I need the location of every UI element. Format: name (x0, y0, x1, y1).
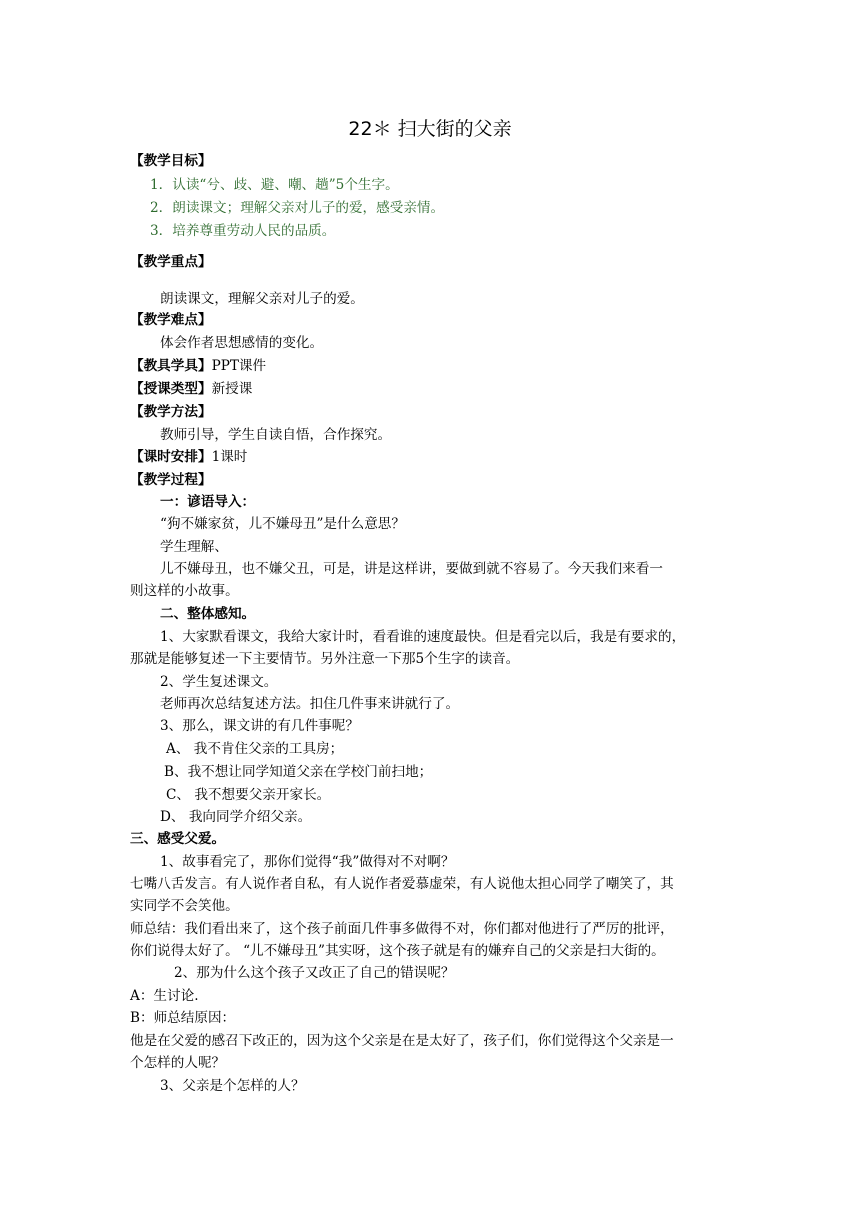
part2-option-a: A、 我不肯住父亲的工具房； (166, 741, 344, 757)
part3-item3: 3、父亲是个怎样的人？ (160, 1078, 305, 1094)
section-heading-tools: 【教具学具】 (130, 358, 212, 374)
section-heading-process: 【教学过程】 (130, 472, 212, 488)
time-text: 1课时 (211, 449, 248, 465)
section-heading-time: 【课时安排】 (130, 449, 212, 465)
method-text: 教师引导，学生自读自悟，合作探究。 (160, 427, 392, 443)
part3-summary-line1: 师总结：我们看出来了，这个孩子前面几件事多做得不对，你们都对他进行了严厉的批评， (130, 921, 674, 937)
section-heading-difficulty: 【教学难点】 (130, 312, 212, 328)
part3-summary-line2: 你们说得太好了。 “儿不嫌母丑”其实呀，这个孩子就是有的嫌弃自己的父亲是扫大街的。 (130, 943, 665, 959)
type-line (130, 378, 252, 400)
part2-option-d: D、 我向同学介绍父亲。 (160, 809, 312, 825)
part3-reason-line1: 他是在父爱的感召下改正的，因为这个父亲是在是太好了，孩子们，你们觉得这个父亲是一 (130, 1033, 674, 1049)
time-line (130, 446, 247, 468)
part3-item2-b: B：师总结原因： (130, 1010, 236, 1026)
section-heading-key: 【教学重点】 (130, 254, 212, 270)
goal-item-3: 3．培养尊重劳动人民的品质。 (150, 223, 336, 239)
part1-heading: 一：谚语导入： (160, 494, 256, 510)
part1-student: 学生理解、 (160, 539, 228, 555)
part3-item2-a: A：生讨论. (130, 988, 199, 1004)
part3-heading: 三、感受父爱。 (130, 831, 226, 847)
part2-item2-text: 老师再次总结复述方法。扣住几件事来讲就行了。 (160, 696, 460, 712)
part2-option-c: C、 我不想要父亲开家长。 (166, 787, 331, 803)
goal-item-2: 2．朗读课文；理解父亲对儿子的爱，感受亲情。 (150, 200, 445, 216)
type-text: 新授课 (211, 381, 253, 397)
tools-text: PPT课件 (211, 358, 267, 374)
part1-text-line2: 则这样的小故事。 (130, 583, 239, 599)
section-heading-goals: 【教学目标】 (130, 153, 212, 169)
part2-item1-line2: 那就是能够复述一下主要情节。另外注意一下那5个生字的读音。 (130, 651, 520, 667)
tools-line (130, 355, 266, 377)
part3-reason-line2: 个怎样的人呢？ (130, 1055, 226, 1071)
page-title: 22＊ 扫大街的父亲 (348, 118, 512, 140)
difficulty-text: 体会作者思想感情的变化。 (160, 335, 324, 351)
section-heading-method: 【教学方法】 (130, 404, 212, 420)
part2-item2: 2、学生复述课文。 (160, 674, 278, 690)
part2-heading: 二、整体感知。 (160, 606, 256, 622)
section-heading-type: 【授课类型】 (130, 381, 212, 397)
part3-item1-text-line2: 实同学不会笑他。 (130, 898, 239, 914)
part3-item1-text-line1: 七嘴八舌发言。有人说作者自私，有人说作者爱慕虚荣，有人说他太担心同学了嘲笑了，其 (130, 876, 674, 892)
part2-item1-line1: 1、大家默看课文，我给大家计时，看看谁的速度最快。但是看完以后，我是有要求的， (160, 629, 686, 645)
part1-question: “狗不嫌家贫，儿不嫌母丑”是什么意思？ (160, 516, 405, 532)
part1-text-line1: 儿不嫌母丑，也不嫌父丑，可是，讲是这样讲，要做到就不容易了。今天我们来看一 (160, 561, 663, 577)
part3-item1: 1、故事看完了，那你们觉得“我”做得对不对啊？ (160, 854, 455, 870)
part2-option-b: B、我不想让同学知道父亲在学校门前扫地； (164, 764, 433, 780)
part3-item2: 2、那为什么这个孩子又改正了自己的错误呢？ (174, 965, 455, 981)
part2-item3: 3、那么，课文讲的有几件事呢？ (160, 718, 359, 734)
key-point-text: 朗读课文，理解父亲对儿子的爱。 (160, 291, 364, 307)
goal-item-1: 1．认读“兮、歧、避、嘲、趟”5个生字。 (150, 177, 399, 193)
